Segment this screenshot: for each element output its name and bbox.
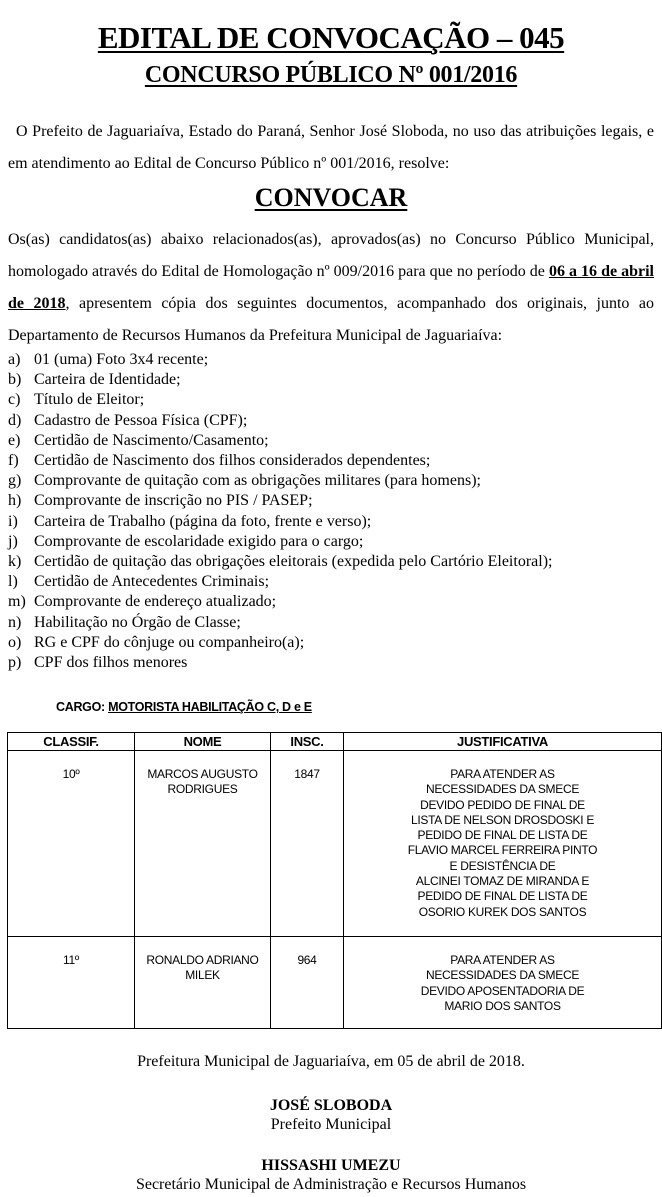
list-item: [8, 411, 552, 431]
list-item: [8, 592, 552, 612]
list-item-letter: d): [8, 411, 22, 429]
list-item-text: Certidão de quitação das obrigações eleitorais (expedida pelo Cartório Eleitoral);: [34, 553, 553, 571]
list-item: [8, 451, 552, 471]
list-item: [8, 613, 552, 633]
list-item-text: Título de Eleitor;: [34, 391, 145, 409]
header-justificativa: JUSTIFICATIVA: [344, 733, 662, 751]
list-item-text: 01 (uma) Foto 3x4 recente;: [34, 351, 209, 368]
cargo-label: CARGO:: [56, 700, 109, 714]
list-item-letter: k): [8, 553, 22, 571]
list-item-letter: f): [8, 452, 19, 470]
list-item: [8, 653, 552, 673]
list-item: [8, 532, 552, 552]
cell-classif: 11º: [8, 937, 135, 1029]
body-paragraph: [8, 224, 654, 352]
header-insc: INSC.: [271, 733, 344, 751]
list-item-letter: m): [8, 593, 26, 611]
intro-paragraph: O Prefeito de Jaguariaíva, Estado do Paraná, Senhor José Sloboda, no uso das atribuições legais, e em atendimento ao Edital de Concurso Público nº 001/2016, resolve:: [8, 123, 654, 172]
list-item-text: Comprovante de inscrição no PIS / PASEP;: [34, 492, 313, 510]
signatory-name: HISSASHI UMEZU: [261, 1157, 401, 1174]
closing-line: Prefeitura Municipal de Jaguariaíva, em 05 de abril de 2018.: [137, 1053, 525, 1070]
list-item: [8, 633, 552, 653]
list-item-text: Certidão de Nascimento dos filhos considerados dependentes;: [34, 452, 431, 470]
list-item: [8, 370, 552, 390]
list-item: [8, 491, 552, 511]
list-item-letter: o): [8, 633, 22, 651]
list-item-letter: g): [8, 472, 22, 490]
list-item-letter: e): [8, 431, 21, 449]
page-title-text: EDITAL DE CONVOCAÇÃO – 045: [97, 20, 565, 55]
list-item-text: Habilitação no Órgão de Classe;: [34, 613, 241, 631]
header-nome: NOME: [135, 733, 271, 751]
list-item: [8, 431, 552, 451]
signature-block: [0, 1096, 662, 1134]
list-item-letter: a): [8, 351, 21, 368]
list-item-text: Carteira de Identidade;: [34, 371, 181, 389]
list-item-text: Certidão de Antecedentes Criminais;: [34, 573, 270, 591]
list-item-text: Carteira de Trabalho (página da foto, frente e verso);: [34, 512, 372, 530]
list-item: [8, 350, 552, 370]
signatory-role: Secretário Municipal de Administração e Recursos Humanos: [135, 1176, 527, 1193]
convocar-heading-text: CONVOCAR: [254, 183, 408, 212]
signatory-name: JOSÉ SLOBODA: [269, 1097, 393, 1114]
list-item-letter: n): [8, 613, 22, 631]
body-text-part1: Os(as) candidatos(as) abaixo relacionados(as), aprovados(as) no Concurso Público Municipal, homologado através do Edital de Homologação nº 009/2016 para que no período de: [8, 231, 654, 280]
list-item-letter: h): [8, 492, 22, 510]
period-highlight: 06 a 16 de abril de 2018: [8, 263, 655, 312]
candidates-table: [7, 732, 662, 1029]
cell-nome: RONALDO ADRIANO MILEK: [135, 937, 271, 1029]
list-item-text: Comprovante de escolaridade exigido para o cargo;: [34, 532, 364, 550]
list-item-text: CPF dos filhos menores: [34, 654, 188, 672]
list-item: [8, 572, 552, 592]
cell-justificativa: PARA ATENDER AS NECESSIDADES DA SMECE DEVIDO PEDIDO DE FINAL DE LISTA DE NELSON DROSDOSKI E PEDIDO DE FINAL DE LISTA DE FLAVIO MARCEL FERREIRA PINTO E DESISTÊNCIA DE ALCINEI TOMAZ DE MIRANDA E PEDIDO DE FINAL DE LISTA DE OSORIO KUREK DOS SANTOS: [344, 751, 662, 937]
list-item: [8, 471, 552, 491]
list-item: [8, 552, 552, 572]
signatory-role: Prefeito Municipal: [270, 1116, 392, 1133]
header-classif: CLASSIF.: [8, 733, 135, 751]
cell-insc: 1847: [271, 751, 344, 937]
list-item: [8, 390, 552, 410]
cell-classif: 10º: [8, 751, 135, 937]
cargo-line: [56, 699, 312, 715]
cell-justificativa: PARA ATENDER AS NECESSIDADES DA SMECE DEVIDO APOSENTADORIA DE MARIO DOS SANTOS: [344, 937, 662, 1029]
list-item-letter: b): [8, 371, 22, 389]
documents-list: [8, 350, 552, 673]
list-item-text: Comprovante de quitação com as obrigações militares (para homens);: [34, 472, 481, 490]
cell-insc: 964: [271, 937, 344, 1029]
convocar-heading: [0, 181, 662, 215]
table-row: [8, 751, 662, 937]
page-subtitle: [0, 60, 662, 90]
cargo-value: MOTORISTA HABILITAÇÃO C, D e E: [108, 700, 312, 714]
table-row: [8, 937, 662, 1029]
list-item-text: RG e CPF do cônjuge ou companheiro(a);: [34, 633, 305, 651]
table-header-row: [8, 733, 662, 751]
list-item-letter: i): [8, 512, 18, 530]
list-item-text: Cadastro de Pessoa Física (CPF);: [34, 411, 248, 429]
list-item-letter: l): [8, 573, 18, 591]
list-item-letter: c): [8, 391, 21, 409]
list-item-letter: j): [8, 532, 18, 550]
body-text-part2: , apresentem cópia dos seguintes documentos, acompanhado dos originais, junto ao Departamento de Recursos Humanos da Prefeitura Municipal de Jaguariaíva:: [8, 295, 655, 344]
list-item: [8, 512, 552, 532]
list-item-text: Comprovante de endereço atualizado;: [34, 593, 277, 611]
list-item-text: Certidão de Nascimento/Casamento;: [34, 431, 269, 449]
page-subtitle-text: CONCURSO PÚBLICO Nº 001/2016: [144, 62, 518, 88]
signature-block: [0, 1156, 662, 1194]
cell-nome: MARCOS AUGUSTO RODRIGUES: [135, 751, 271, 937]
page-title: [0, 20, 662, 56]
list-item-letter: p): [8, 654, 22, 672]
